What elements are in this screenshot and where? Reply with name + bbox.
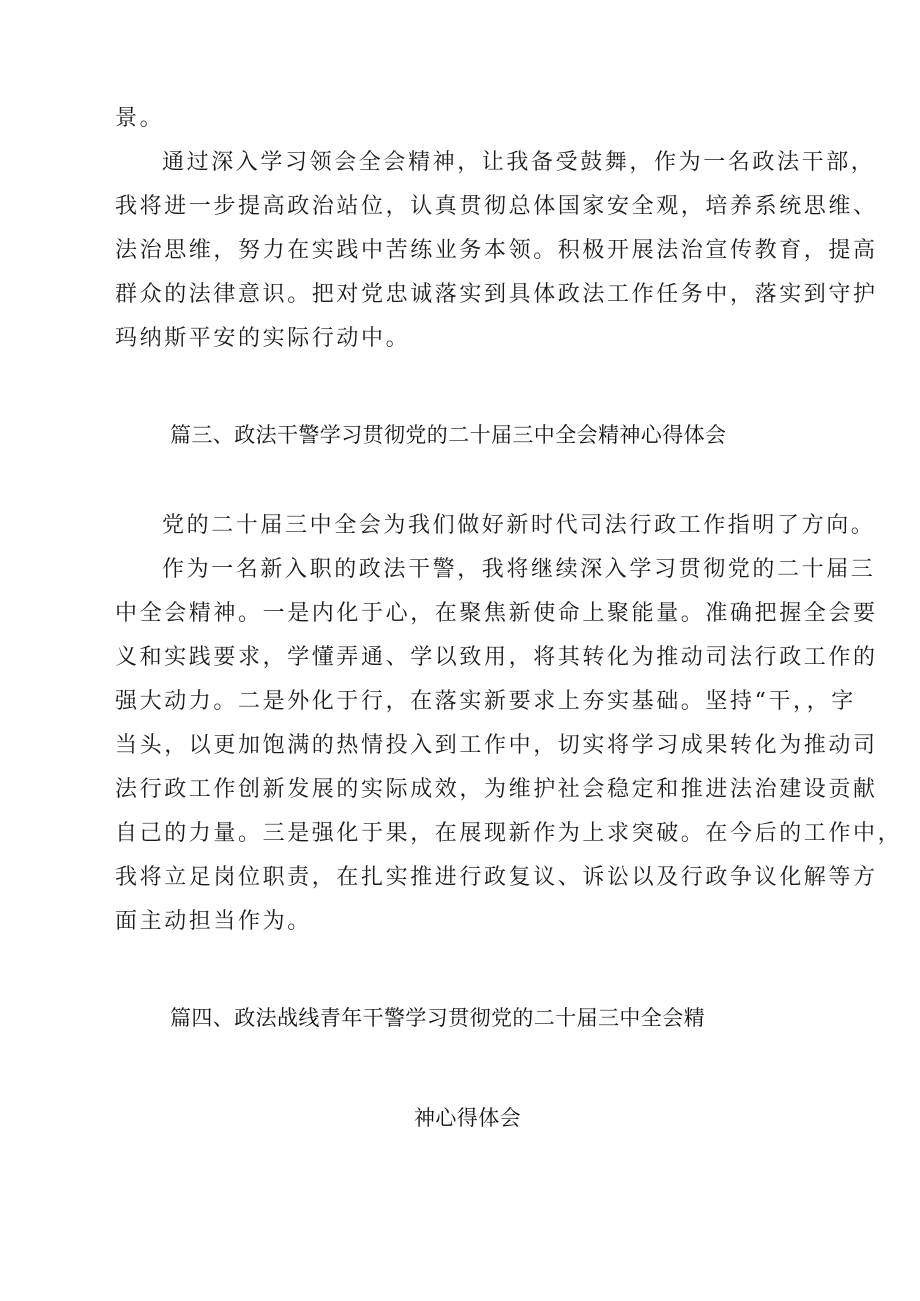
section-four-heading: 篇四、政法战线青年干警学习贯彻党的二十届三中全会精 xyxy=(170,1006,705,1030)
paragraph-line: 中全会精神。一是内化于心，在聚焦新使命上聚能量。准确把握全会要 xyxy=(115,601,878,626)
section-three-heading: 篇三、政法干警学习贯彻党的二十届三中全会精神心得体会 xyxy=(170,423,727,447)
paragraph-line: 法行政工作创新发展的实际成效，为维护社会稳定和推进法治建设贡献 xyxy=(115,777,878,802)
paragraph-line: 景。 xyxy=(115,106,165,131)
paragraph-line: 作为一名新入职的政法干警，我将继续深入学习贯彻党的二十届三 xyxy=(162,557,876,582)
paragraph-line: 党的二十届三中全会为我们做好新时代司法行政工作指明了方向。 xyxy=(162,513,876,538)
paragraph-line: 自己的力量。三是强化于果，在展现新作为上求突破。在今后的工作中， xyxy=(115,821,903,846)
paragraph-line: 我将进一步提高政治站位，认真贯彻总体国家安全观，培养系统思维、 xyxy=(115,194,878,219)
paragraph-line: 义和实践要求，学懂弄通、学以致用，将其转化为推动司法行政工作的 xyxy=(115,645,878,670)
paragraph-line: 强大动力。二是外化于行，在落实新要求上夯实基础。坚持“干，，字 xyxy=(115,689,856,714)
paragraph-line: 通过深入学习领会全会精神，让我备受鼓舞，作为一名政法干部， xyxy=(162,150,876,175)
paragraph-line: 玛纳斯平安的实际行动中。 xyxy=(115,326,411,351)
paragraph-line: 我将立足岗位职责，在扎实推进行政复议、诉讼以及行政争议化解等方 xyxy=(115,865,878,890)
paragraph-line: 法治思维，努力在实践中苦练业务本领。积极开展法治宣传教育，提高 xyxy=(115,238,878,263)
paragraph-line: 当头，以更加饱满的热情投入到工作中，切实将学习成果转化为推动司 xyxy=(115,733,878,758)
paragraph-line: 面主动担当作为。 xyxy=(115,909,312,934)
section-four-heading-continued: 神心得体会 xyxy=(414,1106,521,1130)
paragraph-line: 群众的法律意识。把对党忠诚落实到具体政法工作任务中，落实到守护 xyxy=(115,282,878,307)
